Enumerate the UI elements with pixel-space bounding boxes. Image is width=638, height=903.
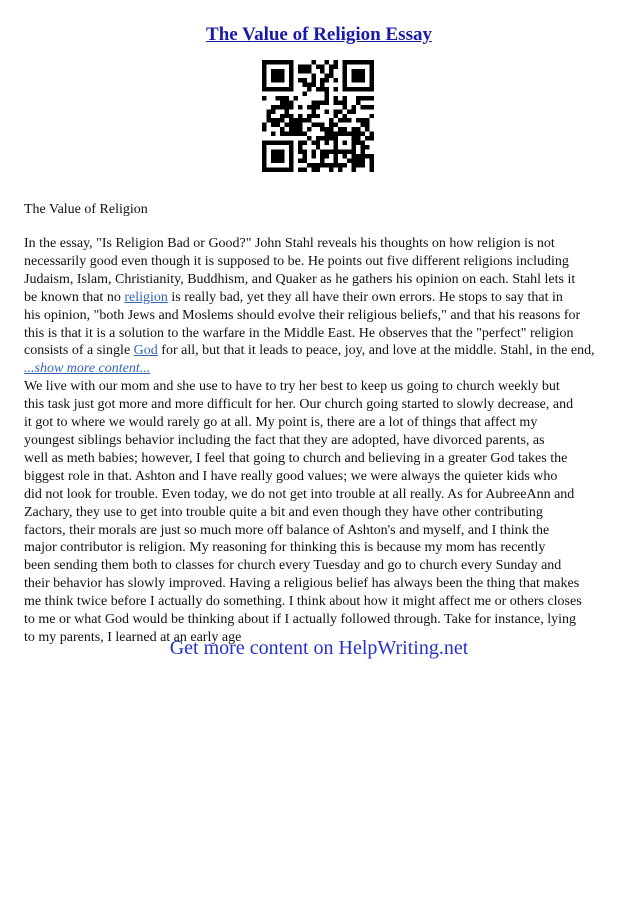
text-line — [24, 342, 624, 360]
show-more-line — [24, 360, 624, 378]
text-line: biggest role in that. Ashton and I have really good values; we were always the quieter kids who — [24, 468, 558, 484]
section-title: The Value of Religion — [24, 202, 148, 217]
text-line — [24, 235, 624, 253]
text-line: it got to where we would rarely go at all. My point is, there are a lot of things that affect my — [24, 415, 538, 431]
show-more-link[interactable]: ...show more content... — [24, 361, 151, 377]
text-line: youngest siblings behavior including the fact that they are adopted, have divorced parents, as — [24, 432, 545, 448]
text-line: did not look for trouble. Even today, we do not get into trouble at all really. As for AubreeAnn and — [24, 486, 575, 502]
text-line — [24, 325, 624, 343]
essay-body — [24, 235, 624, 647]
text-segment: is really bad, yet they all have their own errors. He stops to say that in — [167, 289, 563, 305]
text-segment: be known that no — [24, 289, 125, 305]
get-more-content-link[interactable]: Get more content on HelpWriting.net — [169, 637, 469, 659]
text-line — [24, 289, 624, 307]
text-line: been sending them both to classes for church every Tuesday and go to church every Sunday and — [24, 558, 562, 574]
text-line: me think twice before I actually do something. I think about how it might affect me or others closes — [24, 594, 582, 610]
text-line: to my parents, I learned at an early age — [24, 629, 242, 645]
text-line: their behavior has slowly improved. Having a religious belief has always been the thing that makes — [24, 576, 580, 592]
text-segment: In the essay, "Is Religion Bad or Good?" John Stahl reveals his thoughts on how religion is not — [24, 236, 555, 251]
text-segment: this is that it is a solution to the warfare in the Middle East. He observes that the "perfect" religion — [24, 325, 574, 341]
document-title — [0, 24, 638, 46]
text-segment: for all, but that it leads to peace, joy, and love at the middle. Stahl, in the end, — [157, 343, 595, 359]
text-line: this task just got more and more difficult for her. Our church going started to slowly decrease, and — [24, 397, 574, 413]
qr-code-graphic — [262, 60, 374, 172]
text-line: factors, their morals are just so much more off balance of Ashton's and myself, and I think the — [24, 522, 550, 538]
text-line — [24, 271, 624, 289]
footer-cta — [0, 637, 638, 660]
text-line: We live with our mom and she use to have to try her best to keep us going to church weekly but — [24, 379, 560, 395]
text-segment: Judaism, Islam, Christianity, Buddhism, and Quaker as he gathers his opinion on each. Stahl lets it — [24, 271, 576, 287]
paragraph-continued — [24, 378, 624, 647]
text-segment: necessarily good even though it is supposed to be. He points out five different religions including — [24, 253, 569, 269]
paragraph-intro — [24, 235, 624, 360]
inline-link-god[interactable]: God — [133, 343, 158, 359]
inline-link-religion[interactable]: religion — [124, 289, 168, 305]
text-line: well as meth babies; however, I feel that going to church and believing in a greater God takes the — [24, 450, 568, 466]
title-link[interactable]: The Value of Religion Essay — [206, 24, 432, 45]
text-line: Zachary, they use to get into trouble quite a bit and even though they have other contributing — [24, 504, 543, 520]
text-line: to me or what God would be thinking about if I actually followed through. Take for instance, lying — [24, 612, 577, 628]
text-line: major contributor is religion. My reasoning for thinking this is because my mom has recently — [24, 540, 546, 556]
qr-code-icon — [262, 60, 374, 172]
text-segment: his opinion, "both Jews and Moslems should evolve their religious beliefs," and that his reasons for — [24, 307, 581, 323]
text-line — [24, 253, 624, 271]
text-segment: consists of a single — [24, 343, 134, 359]
text-line — [24, 307, 624, 325]
